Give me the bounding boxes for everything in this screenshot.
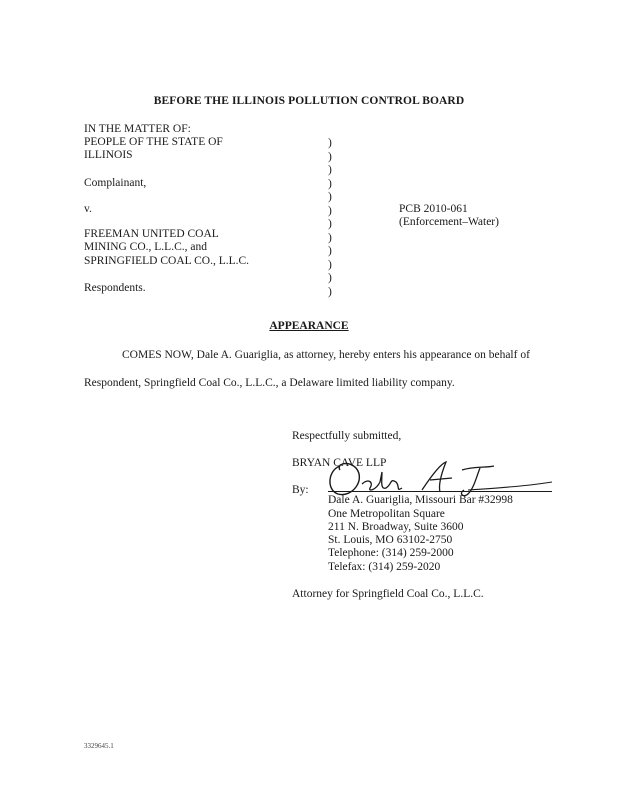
caption-paren: ) [328, 218, 332, 230]
document-title: APPEARANCE [269, 320, 349, 332]
caption-paren: ) [328, 204, 332, 217]
caption-paren: ) [328, 150, 332, 163]
closing-text: Respectfully submitted, [292, 430, 402, 442]
case-number: PCB 2010-061 [399, 203, 468, 215]
caption-paren: ) [328, 164, 332, 176]
respondent-name-line-3: SPRINGFIELD COAL CO., L.L.C. [84, 255, 250, 267]
caption-paren: ) [328, 231, 332, 244]
caption-paren-column [328, 137, 332, 299]
telephone: Telephone: (314) 259-2000 [328, 547, 454, 559]
document-number: 3329645.1 [84, 742, 114, 750]
caption-paren: ) [328, 258, 332, 271]
attorney-for: Attorney for Springfield Coal Co., L.L.C. [292, 588, 484, 600]
by-label: By: [292, 484, 309, 496]
law-firm-name: BRYAN CAVE LLP [292, 457, 387, 469]
address-line-1: One Metropolitan Square [328, 508, 445, 520]
caption-paren: ) [328, 137, 332, 149]
address-line-3: St. Louis, MO 63102-2750 [328, 534, 453, 546]
respondent-name-line-1: FREEMAN UNITED COAL [84, 228, 219, 240]
respondents-label: Respondents. [84, 282, 146, 294]
complainant-name-line-2: ILLINOIS [84, 149, 133, 161]
body-line-1: COMES NOW, Dale A. Guariglia, as attorney, hereby enters his appearance on behalf of [122, 349, 530, 361]
complainant-label: Complainant, [84, 177, 147, 189]
respondent-name-line-2: MINING CO., L.L.C., and [84, 241, 207, 253]
signature-line [328, 491, 552, 492]
body-line-2: Respondent, Springfield Coal Co., L.L.C., a Delaware limited liability company. [84, 377, 455, 389]
caption-paren: ) [328, 285, 332, 298]
telefax: Telefax: (314) 259-2020 [328, 561, 441, 573]
signer-name: Dale A. Guariglia, Missouri Bar #32998 [328, 494, 513, 506]
case-type: (Enforcement–Water) [399, 216, 499, 228]
caption-paren: ) [328, 191, 332, 203]
caption-paren: ) [328, 177, 332, 190]
in-the-matter-label: IN THE MATTER OF: [84, 123, 191, 135]
address-line-2: 211 N. Broadway, Suite 3600 [328, 521, 464, 533]
court-heading: BEFORE THE ILLINOIS POLLUTION CONTROL BOARD [153, 95, 465, 107]
caption-paren: ) [328, 272, 332, 284]
versus-label: v. [84, 203, 92, 215]
complainant-name-line-1: PEOPLE OF THE STATE OF [84, 136, 223, 148]
caption-paren: ) [328, 245, 332, 257]
